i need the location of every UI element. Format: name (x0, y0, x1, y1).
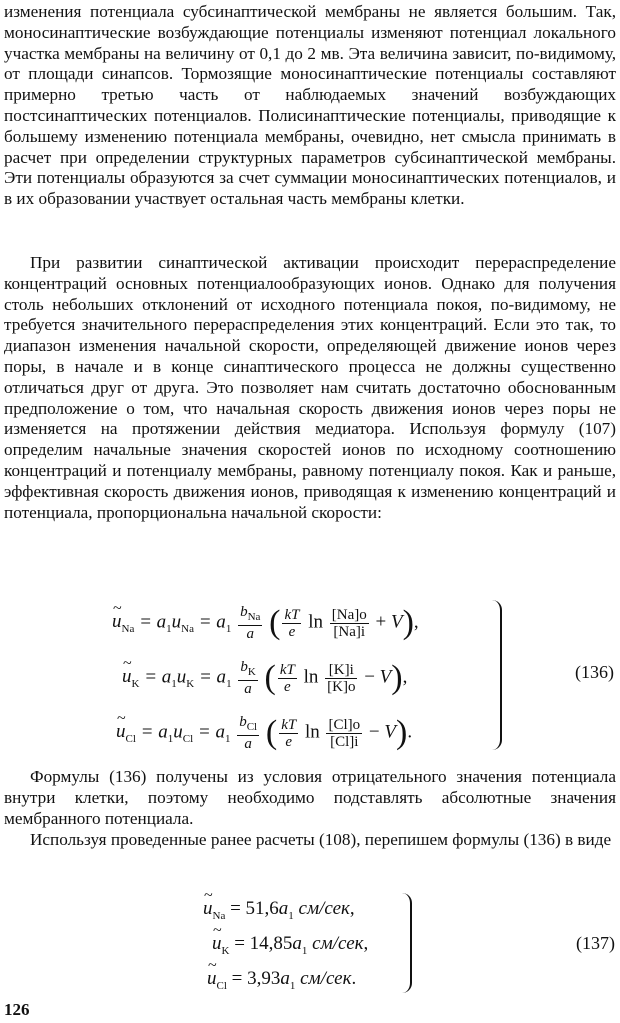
equation-cl-velocity: ~ $u_{Cl} = a_1u_{Cl} = a_1$ $\frac{b_{Cl}}{a}$ ( $\frac{kT}{e}$ ln $\frac{[Cl]o}{[Cl]i}$ − V). (116, 714, 412, 752)
equation-brace-136 (492, 600, 502, 750)
paragraph-3: Формулы (136) получены из условия отрицательного значения потенциала внутри клетки, поэтому необходимо подставлять абсолютные значения мембранного потенциала. (4, 767, 616, 828)
equation-number-137: (137) (576, 933, 615, 953)
paragraph-1: изменения потенциала субсинаптической мембраны не является большим. Так, моносинаптические возбуждающие потенциалы изменяют потенциал локального участка мембраны на величину от 0,1 до 2 мв. Эта величина зависит, по-видимому, от площади синапсов. Тормозящие моносинаптические потенциалы составляют примерно третью часть от наблюдаемых значений возбуждающих постсинаптических потенциалов. Полисинаптические потенциалы, приводящие к большему изменению потенциала мембраны, очевидно, нет смысла принимать в расчет при определении структурных параметров субсинаптической мембраны. Эти потенциалы образуются за счет суммации моносинаптических потенциалов, и в их образовании участвует остальная часть мембраны клетки. (4, 2, 616, 209)
equation-cl-value: ~ $u_{Cl} = 3,93a_1$ см/сек. (207, 968, 356, 997)
paragraph-2: При развитии синаптической активации происходит перераспределение концентраций основных потенциалообразующих ионов. Однако для получения столь небольших отклонений от исходного потенциала покоя, по-видимому, не требуется значительного перераспределения этих концентраций. Если это так, то диапазон изменения начальной скорости, определяющей движение ионов через поры, в начале и в конце синаптического процесса не должны существенно отличаться друг от друга. Это позволяет нам считать достаточно обоснованным предположение о том, что начальная скорость движения ионов через поры не изменяется на протяжении действия медиатора. Используя формулу (107) определим начальные значения скоростей ионов по исходному соотношению концентраций и потенциалу мембраны, равному потенциалу покоя. Как и раньше, эффективная скорость движения ионов, приводящая к изменению концентраций и потенциала, пропорциональна начальной скорости: (4, 253, 616, 522)
page-number: 126 (4, 1000, 30, 1019)
equation-na-value: ~ $u_{Na} = 51,6a_1$ см/сек, (203, 898, 355, 927)
equation-k-velocity: ~ $u_K = a_1u_K = a_1$ $\frac{b_K}{a}$ ( $\frac{kT}{e}$ ln $\frac{[K]i}{[K]o}$ − V), (122, 659, 407, 697)
paragraph-4: Используя проведенные ранее расчеты (108), перепишем формулы (136) в виде (30, 830, 612, 849)
equation-k-value: ~ $u_K = 14,85a_1$ см/сек, (212, 933, 368, 962)
equation-brace-137 (402, 893, 412, 993)
equation-na-velocity: ~ $u_{Na} = a_1u_{Na} = a_1$ $\frac{b_{Na}}{a}$ ( $\frac{kT}{e}$ ln $\frac{[Na]o}{[Na]i}$ + V), (112, 604, 419, 642)
equation-number-136: (136) (575, 662, 614, 682)
